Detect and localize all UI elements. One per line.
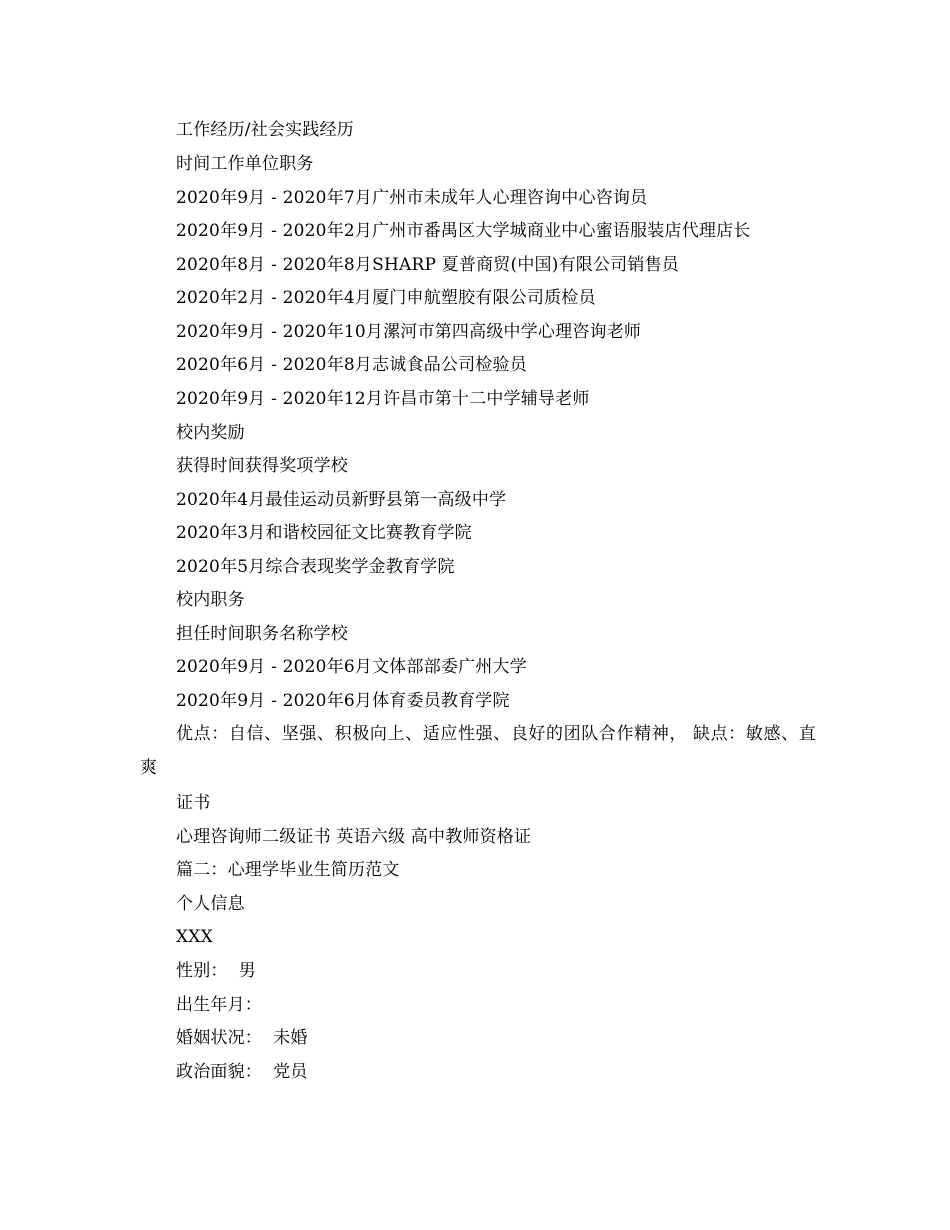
position-entry: 2020年9月 - 2020年6月体育委员教育学院 bbox=[176, 691, 510, 711]
work-entry: 2020年6月 - 2020年8月志诚食品公司检验员 bbox=[176, 355, 527, 375]
table-header-work: 时间工作单位职务 bbox=[176, 154, 314, 174]
section-heading-personal-info: 个人信息 bbox=[176, 894, 245, 914]
chapter-heading: 篇二：心理学毕业生简历范文 bbox=[176, 860, 400, 880]
work-entry: 2020年9月 - 2020年10月漯河市第四高级中学心理咨询老师 bbox=[176, 322, 642, 342]
section-heading-awards: 校内奖励 bbox=[176, 423, 245, 443]
section-heading-certificates: 证书 bbox=[176, 793, 211, 813]
strengths-weaknesses-paragraph: 优点：自信、坚强、积极向上、适应性强、良好的团队合作精神， 缺点：敏感、直爽 bbox=[140, 724, 816, 778]
name-field: XXX bbox=[176, 927, 213, 947]
work-entry: 2020年9月 - 2020年12月许昌市第十二中学辅导老师 bbox=[176, 389, 590, 409]
award-entry: 2020年3月和谐校园征文比赛教育学院 bbox=[176, 523, 472, 543]
table-header-awards: 获得时间获得奖项学校 bbox=[176, 456, 348, 476]
award-entry: 2020年5月综合表现奖学金教育学院 bbox=[176, 557, 455, 577]
work-entry: 2020年9月 - 2020年7月广州市未成年人心理咨询中心咨询员 bbox=[176, 188, 648, 208]
work-entry: 2020年9月 - 2020年2月广州市番禺区大学城商业中心蜜语服装店代理店长 bbox=[176, 221, 751, 241]
gender-field: 性别： 男 bbox=[176, 961, 257, 981]
political-status-field: 政治面貌： 党员 bbox=[176, 1062, 308, 1082]
marital-status-field: 婚姻状况： 未婚 bbox=[176, 1028, 308, 1048]
work-entry: 2020年8月 - 2020年8月SHARP 夏普商贸(中国)有限公司销售员 bbox=[176, 255, 679, 275]
certificates-list: 心理咨询师二级证书 英语六级 高中教师资格证 bbox=[176, 827, 532, 847]
table-header-positions: 担任时间职务名称学校 bbox=[176, 624, 348, 644]
work-entry: 2020年2月 - 2020年4月厦门申航塑胶有限公司质检员 bbox=[176, 288, 596, 308]
award-entry: 2020年4月最佳运动员新野县第一高级中学 bbox=[176, 490, 507, 510]
section-heading-positions: 校内职务 bbox=[176, 590, 245, 610]
position-entry: 2020年9月 - 2020年6月文体部部委广州大学 bbox=[176, 657, 527, 677]
section-heading-work-experience: 工作经历/社会实践经历 bbox=[176, 120, 354, 140]
birth-date-field: 出生年月： bbox=[176, 995, 262, 1015]
